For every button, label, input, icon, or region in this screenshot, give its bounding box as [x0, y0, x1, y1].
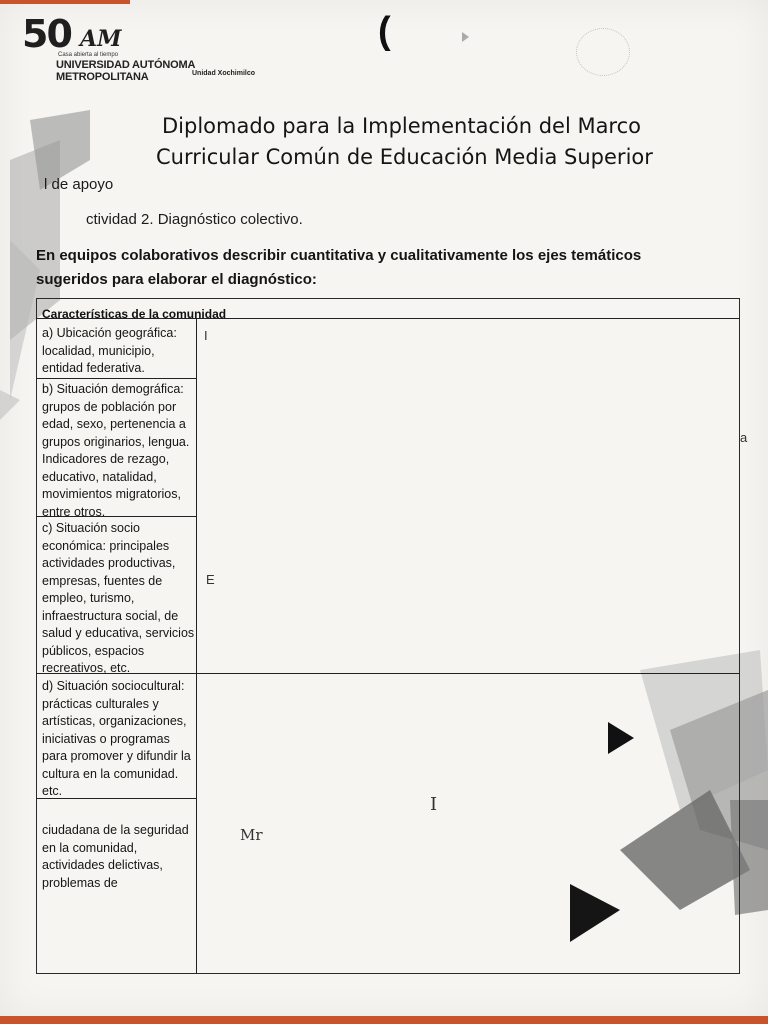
document-title-line1: Diplomado para la Implementación del Marco [162, 114, 642, 138]
support-material-label: l de apoyo [44, 176, 114, 193]
row-e-body: en la comunidad, actividades delictivas, problemas de [42, 840, 163, 890]
table-column-divider [196, 318, 197, 974]
document-title-line2: Curricular Común de Educación Media Superior [156, 145, 653, 169]
university-name: UNIVERSIDAD AUTÓNOMA METROPOLITANA [56, 59, 195, 83]
handwritten-mark: Mr [240, 826, 263, 844]
instruction-text: En equipos colaborativos describir cuantitativa y cualitativamente los ejes temáticos sugeridos para elaborar el diagnóstico: [36, 247, 642, 288]
table-row [42, 678, 196, 801]
row-divider-a [36, 378, 196, 379]
table-row [42, 381, 196, 521]
row-b-lead: b) Situación demográfica: [42, 382, 184, 396]
table-row [42, 822, 196, 892]
camera-bracket-icon: ( [378, 10, 391, 52]
row-c-lead: c) Situación socio [42, 521, 140, 535]
row-c-body: económica: principales actividades productivas, empresas, fuentes de empleo, turismo, infraestructura social, de salud y educativa, servicios públicos, espacios recreativos, etc. [42, 538, 195, 675]
row-e-lead: ciudadana de la seguridad [42, 823, 189, 837]
handwritten-mark: I [430, 794, 438, 815]
table-header: Características de la comunidad [42, 307, 227, 321]
bottom-edge-stripe [0, 1016, 768, 1024]
logo-tagline: Casa abierta al tiempo [58, 52, 119, 58]
university-logo [22, 12, 262, 83]
handwritten-mark: E [206, 572, 215, 587]
row-a-body: localidad, municipio, entidad federativa. [42, 343, 155, 375]
play-arrow-icon [462, 32, 469, 42]
table-row [42, 520, 196, 678]
row-b-body: grupos de población por edad, sexo, pertenencia a grupos originarios, lengua. Indicadores de rezago, educativo, natalidad, movimientos migratorios, entre otros. [42, 399, 190, 519]
table-row [42, 325, 196, 378]
handwritten-mark: a [740, 430, 748, 445]
activity-heading: ctividad 2. Diagnóstico colectivo. [86, 211, 303, 228]
logo-anniversary-mark: 50 [22, 12, 71, 56]
row-a-lead: a) Ubicación geográfica: [42, 326, 177, 340]
logo-initials: AM [80, 26, 122, 52]
handwritten-mark: I [204, 328, 208, 343]
coat-of-arms-seal-icon [576, 28, 630, 76]
row-d-lead: d) Situación sociocultural: [42, 679, 185, 693]
university-unit: Unidad Xochimilco [192, 70, 256, 77]
row-d-body: prácticas culturales y artísticas, organizaciones, iniciativas o programas para promover y difundir la cultura en la comunidad. etc. [42, 696, 191, 798]
top-edge-stripe [0, 0, 130, 4]
